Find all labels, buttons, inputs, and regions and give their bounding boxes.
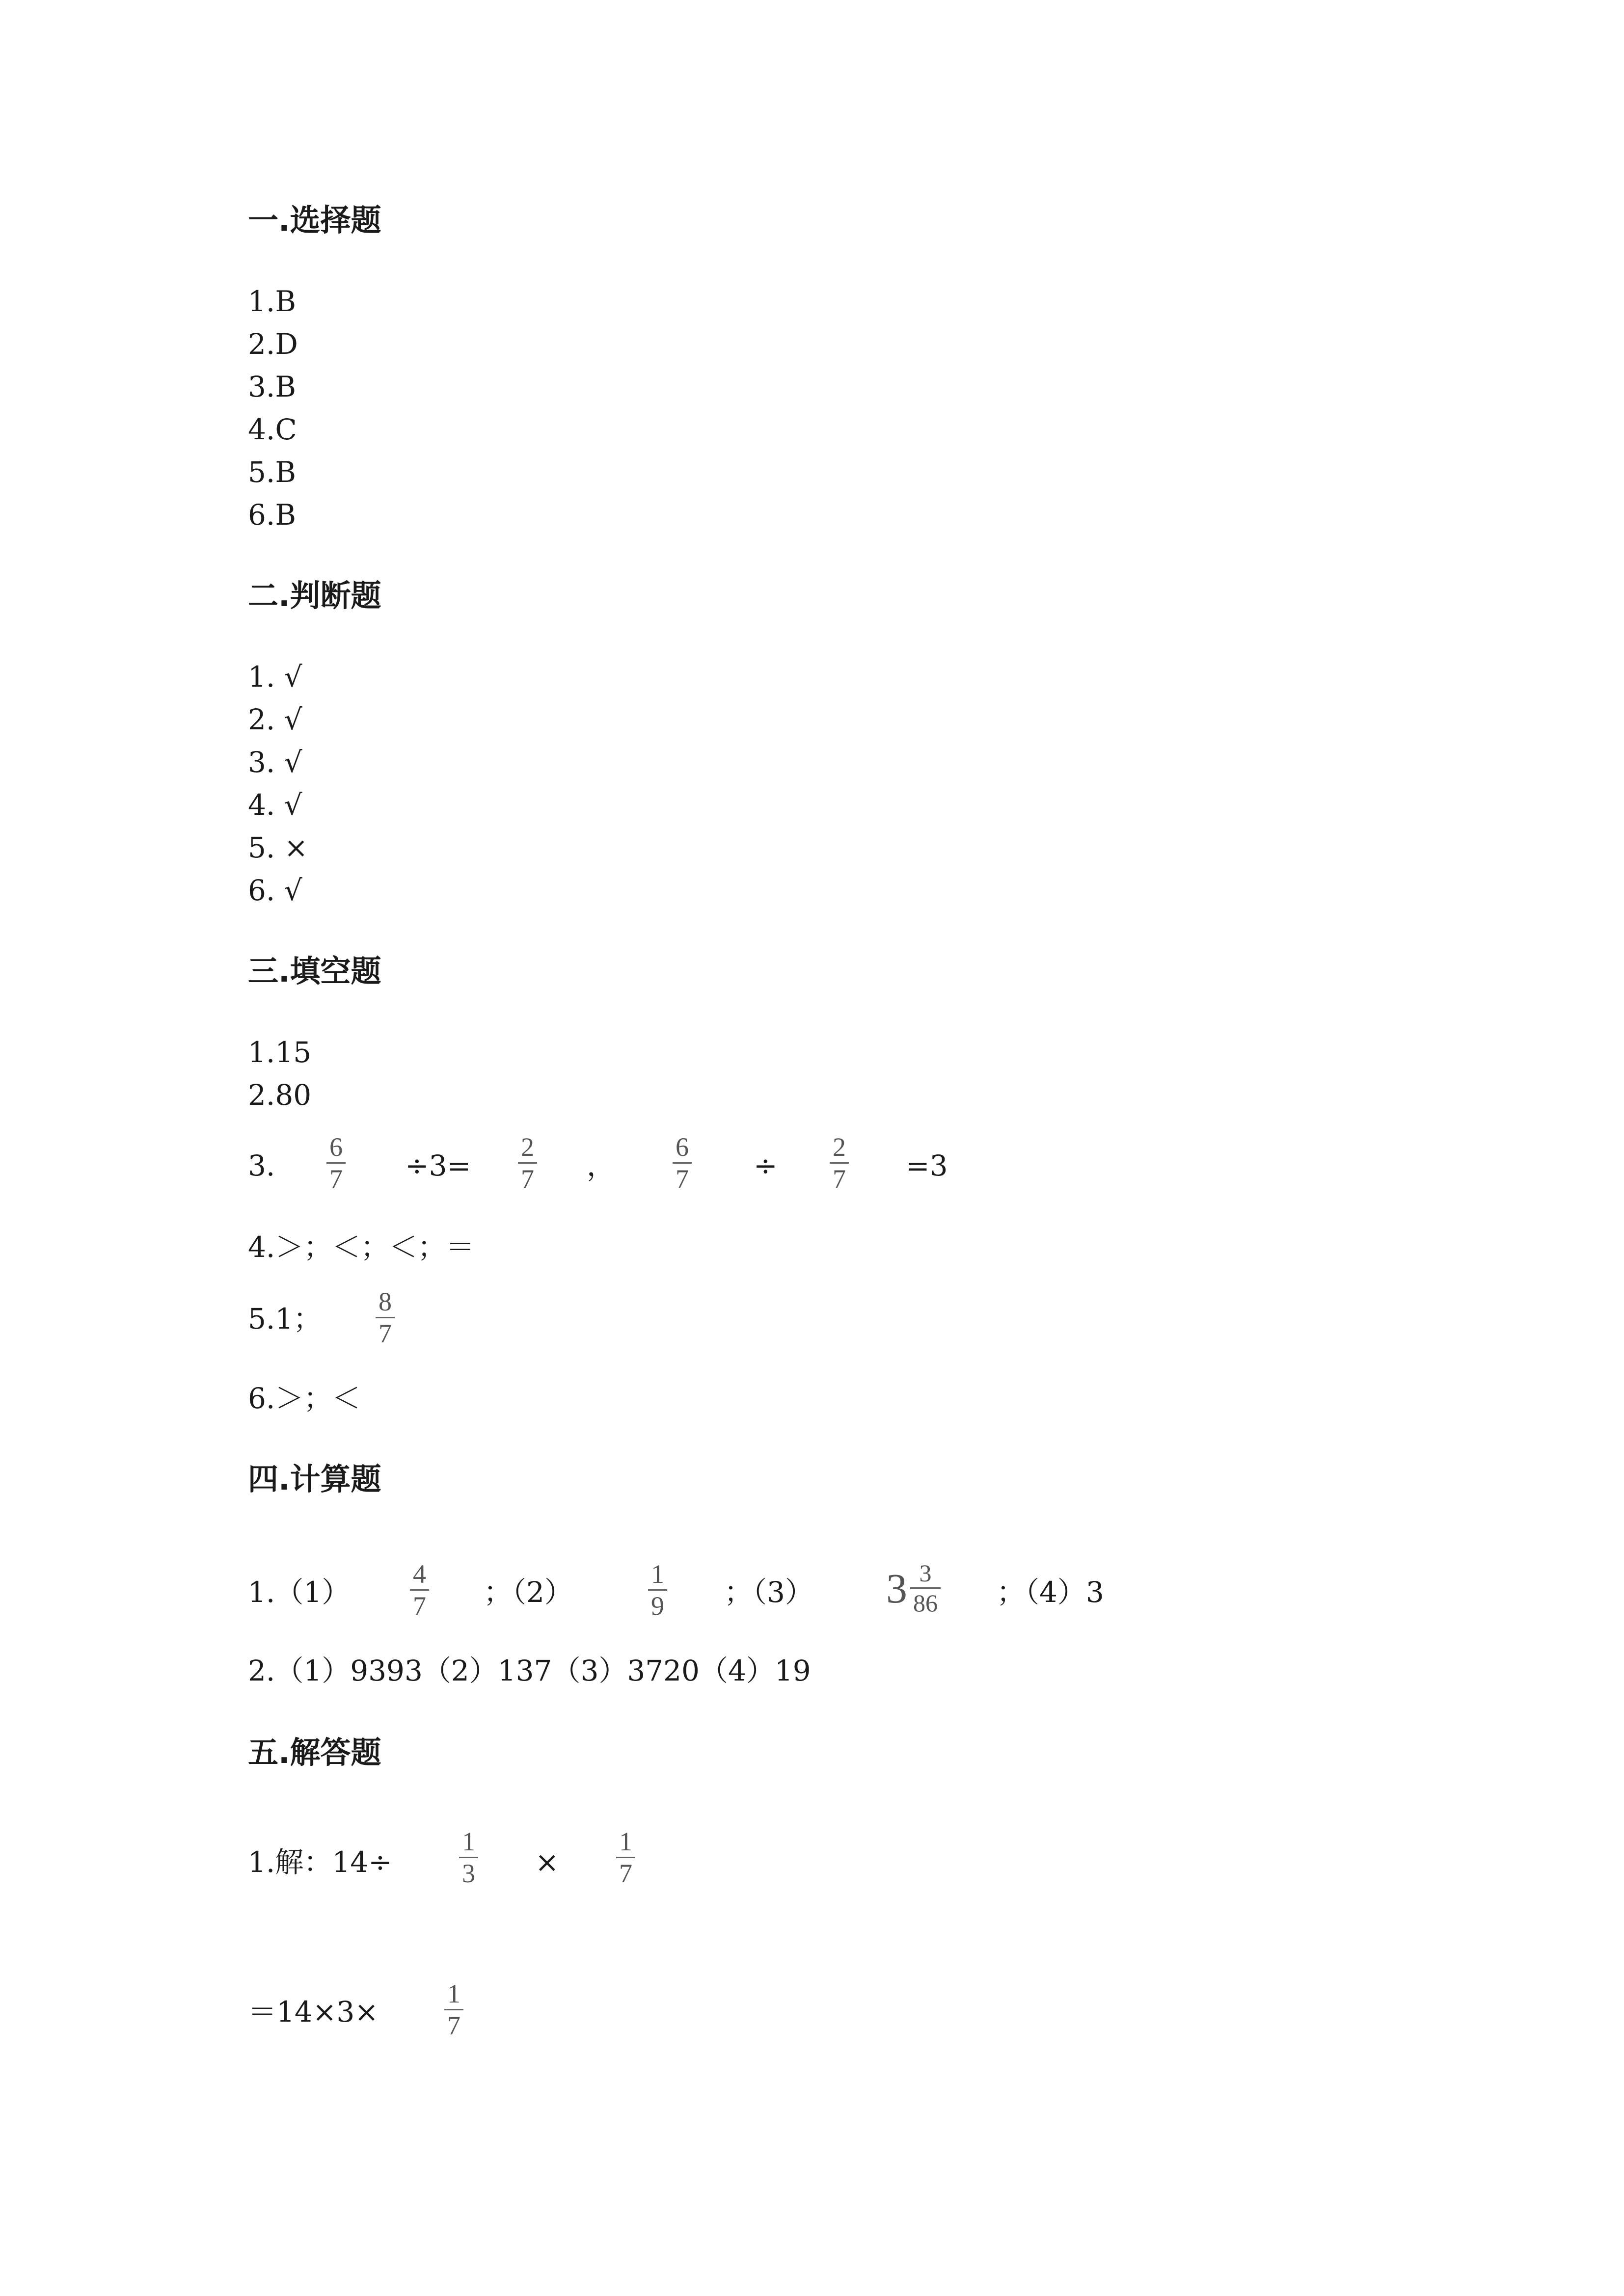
section-heading-judgment: 二.判断题 <box>248 578 381 614</box>
fraction-numerator: 1 <box>651 1559 664 1589</box>
answer-text: ；（4）3 <box>997 1575 1104 1609</box>
answer-line: 5.B <box>248 455 296 489</box>
fraction-denominator: 86 <box>910 1587 941 1615</box>
answer-line: 2.D <box>248 327 298 361</box>
fraction <box>648 1561 667 1619</box>
fraction-denominator: 7 <box>518 1162 537 1192</box>
answer-line: 1. √ <box>248 660 302 694</box>
operator-text: ÷ <box>754 1149 778 1182</box>
answer-line: 4. √ <box>248 788 302 822</box>
fraction-numerator: 2 <box>833 1132 846 1162</box>
fraction-denominator: 7 <box>616 1857 635 1887</box>
fraction-numerator: 1 <box>447 1979 460 2008</box>
section-heading-solution: 五.解答题 <box>248 1735 381 1770</box>
fraction-numerator: 4 <box>413 1559 426 1589</box>
fraction <box>518 1134 537 1192</box>
section-heading-calculation: 四.计算题 <box>248 1461 381 1497</box>
question-label: 3. <box>248 1149 275 1182</box>
question-label: 5.1； <box>248 1302 322 1335</box>
fraction <box>910 1561 941 1615</box>
answer-line: 6.＞；＜ <box>248 1382 361 1415</box>
fraction <box>459 1828 478 1887</box>
answer-text: ；（2） <box>484 1575 573 1609</box>
operator-text: ÷3= <box>405 1149 471 1182</box>
fraction <box>444 1980 463 2039</box>
section-heading-fill-blank: 三.填空题 <box>248 953 381 989</box>
fraction-denominator: 7 <box>410 1589 429 1619</box>
fraction-numerator: 6 <box>329 1132 343 1162</box>
separator-text: ， <box>587 1149 616 1182</box>
solution-text: ＝14×3× <box>248 1995 379 2029</box>
operator-text: × <box>535 1845 559 1879</box>
fraction <box>830 1134 849 1192</box>
solution-text: 1.解：14÷ <box>248 1845 392 1879</box>
answer-line: 2.（1）9393（2）137（3）3720（4）19 <box>248 1654 811 1687</box>
fraction-numerator: 1 <box>619 1827 632 1856</box>
fraction-denominator: 9 <box>648 1589 667 1619</box>
mixed-whole: 3 <box>886 1564 907 1612</box>
fraction <box>410 1561 429 1619</box>
answer-line: 5. × <box>248 831 308 864</box>
fraction-denominator: 7 <box>830 1162 849 1192</box>
fraction-numerator: 1 <box>462 1827 475 1856</box>
fraction-denominator: 7 <box>376 1317 395 1347</box>
answer-line: 4.＞；＜；＜；＝ <box>248 1230 475 1264</box>
answer-line: 6.B <box>248 498 296 532</box>
answer-line: 3.B <box>248 370 296 403</box>
answer-line: 2. √ <box>248 703 302 736</box>
fraction-denominator: 7 <box>444 2009 463 2039</box>
answer-line: 6. √ <box>248 874 302 907</box>
fraction-numerator: 3 <box>919 1559 932 1587</box>
question-label: 1.（1） <box>248 1575 351 1609</box>
answer-text: ；（3） <box>724 1575 813 1609</box>
answer-line: 4.C <box>248 413 297 446</box>
answer-line: 2.80 <box>248 1078 312 1112</box>
answer-line: 1.B <box>248 285 296 318</box>
operator-text: =3 <box>906 1149 948 1182</box>
answer-line: 1.15 <box>248 1036 312 1069</box>
fraction-numerator: 6 <box>676 1132 689 1162</box>
mixed-number <box>886 1561 941 1615</box>
fraction-denominator: 7 <box>673 1162 692 1192</box>
fraction <box>376 1288 395 1347</box>
fraction <box>673 1134 692 1192</box>
fraction-numerator: 8 <box>379 1287 392 1316</box>
fraction-denominator: 3 <box>459 1857 478 1887</box>
fraction <box>616 1828 635 1887</box>
section-heading-choice: 一.选择题 <box>248 202 381 238</box>
fraction <box>326 1134 346 1192</box>
fraction-denominator: 7 <box>326 1162 346 1192</box>
answer-line: 3. √ <box>248 746 302 779</box>
fraction-numerator: 2 <box>521 1132 534 1162</box>
